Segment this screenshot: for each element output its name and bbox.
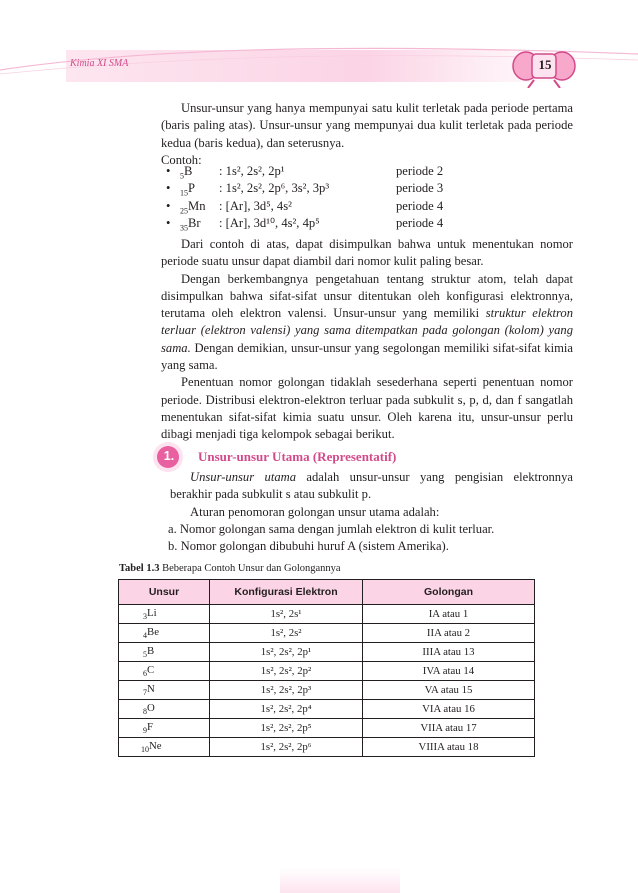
examples-list bbox=[166, 163, 466, 232]
element-symbol: $_{15}$P bbox=[180, 181, 196, 198]
contoh-label: Contoh: bbox=[161, 152, 202, 167]
bullet-icon: • bbox=[166, 198, 171, 213]
cell-konfigurasi: 1s², 2s², 2p² bbox=[210, 662, 363, 681]
cell-unsur: $_9$F bbox=[119, 719, 210, 738]
cell-konfigurasi: 1s², 2s², 2p³ bbox=[210, 681, 363, 700]
element-symbol: $_{35}$Br bbox=[180, 215, 201, 233]
periode: periode 4 bbox=[396, 215, 444, 230]
table-header-row bbox=[119, 580, 535, 605]
paragraph-valensi: Dengan berkembangnya pengetahuan tentang struktur atom, telah dapat disimpulkan bahwa sifat-sifat unsur ditentukan oleh konfigurasi elektronnya, terutama oleh elektron valensi. Unsur-unsur yang memiliki struktur elektron terluar (elektron valensi) yang sama ditempatkan pada golongan (kolom) yang sama. Dengan demikian, unsur-unsur yang segolongan memiliki sifat-sifat kimia yang sama. bbox=[161, 271, 574, 373]
section-heading bbox=[152, 441, 572, 471]
element-symbol: $_5$B bbox=[180, 164, 193, 181]
header-golongan: Golongan bbox=[363, 580, 535, 605]
periode: periode 2 bbox=[396, 164, 444, 178]
electron-config: : [Ar], 3d¹⁰, 4s², 4p⁵ bbox=[219, 215, 320, 230]
rule-b: b. Nomor golongan dibubuhi huruf A (sistem Amerika). bbox=[168, 539, 449, 554]
intro-text: Unsur-unsur yang hanya mempunyai satu kulit terletak pada periode pertama (baris paling atas). Unsur-unsur yang mempunyai dua kulit terletak pada periode kedua (baris kedua), dan seterusnya. bbox=[161, 101, 573, 150]
table-row bbox=[119, 662, 535, 681]
cell-unsur: $_5$B bbox=[119, 643, 210, 662]
table-row bbox=[119, 605, 535, 624]
book-title: Kimia XI SMA bbox=[70, 58, 129, 69]
cell-golongan: VIA atau 16 bbox=[363, 700, 535, 719]
rule-intro: Aturan penomoran golongan unsur utama adalah: bbox=[190, 504, 440, 519]
elements-table bbox=[118, 579, 535, 757]
cell-unsur: $_6$C bbox=[119, 662, 210, 681]
cell-konfigurasi: 1s², 2s², 2p¹ bbox=[210, 643, 363, 662]
bullet-icon: • bbox=[166, 215, 171, 230]
header-konfigurasi: Konfigurasi Elektron bbox=[210, 580, 363, 605]
periode: periode 4 bbox=[396, 198, 444, 213]
intro-paragraph bbox=[161, 100, 573, 169]
cell-golongan: IA atau 1 bbox=[363, 605, 535, 624]
list-item bbox=[166, 198, 466, 215]
table-row bbox=[119, 700, 535, 719]
cell-golongan: VIIIA atau 18 bbox=[363, 738, 535, 757]
cell-konfigurasi: 1s², 2s², 2p⁴ bbox=[210, 700, 363, 719]
cell-unsur: $_7$N bbox=[119, 681, 210, 700]
cell-unsur: $_8$O bbox=[119, 700, 210, 719]
electron-config: : 1s², 2s², 2p⁶, 3s², 3p³ bbox=[219, 181, 330, 196]
table-row bbox=[119, 738, 535, 757]
cell-konfigurasi: 1s², 2s², 2p⁵ bbox=[210, 719, 363, 738]
footer-band bbox=[280, 868, 400, 893]
table-caption: Tabel 1.3 Beberapa Contoh Unsur dan Golongannya bbox=[119, 563, 341, 574]
periode: periode 3 bbox=[396, 181, 444, 196]
electron-config: : 1s², 2s², 2p¹ bbox=[219, 164, 285, 178]
paragraph-periode: Dari contoh di atas, dapat disimpulkan bahwa untuk menentukan nomor periode suatu unsur dapat diambil dari nomor kulit paling besar. bbox=[161, 237, 573, 269]
table-row bbox=[119, 624, 535, 643]
cell-golongan: VIIA atau 17 bbox=[363, 719, 535, 738]
bullet-icon: • bbox=[166, 164, 171, 178]
cell-golongan: IVA atau 14 bbox=[363, 662, 535, 681]
cell-unsur: $_4$Be bbox=[119, 624, 210, 643]
cell-golongan: IIA atau 2 bbox=[363, 624, 535, 643]
list-item bbox=[166, 215, 466, 232]
cell-unsur: $_3$Li bbox=[119, 605, 210, 624]
header-unsur: Unsur bbox=[119, 580, 210, 605]
table-row bbox=[119, 643, 535, 662]
cell-unsur: $_{10}$Ne bbox=[119, 738, 210, 757]
page-number: 15 bbox=[538, 57, 552, 72]
section-body bbox=[170, 469, 573, 555]
list-item bbox=[166, 163, 466, 180]
list-item bbox=[166, 180, 466, 197]
table-row bbox=[119, 681, 535, 700]
paragraph-golongan: Penentuan nomor golongan tidaklah sesederhana seperti penentuan nomor periode. Distribusi elektron-elektron terluar pada subkulit s, p, d, dan f sangatlah menentukan sifat-sifat kimia suatu unsur. Oleh karena itu, unsur-unsur perlu dibagi menjadi tiga kelompok sebagai berikut. bbox=[161, 375, 573, 442]
rule-a: a. Nomor golongan sama dengan jumlah elektron di kulit terluar. bbox=[168, 521, 495, 536]
cell-golongan: VA atau 15 bbox=[363, 681, 535, 700]
element-symbol: $_{25}$Mn bbox=[180, 198, 206, 216]
table-row bbox=[119, 719, 535, 738]
cell-konfigurasi: 1s², 2s², 2p⁶ bbox=[210, 738, 363, 757]
body-paragraphs bbox=[161, 236, 573, 444]
bullet-icon: • bbox=[166, 181, 171, 196]
cell-konfigurasi: 1s², 2s² bbox=[210, 624, 363, 643]
electron-config: : [Ar], 3d⁵, 4s² bbox=[219, 198, 292, 213]
cell-golongan: IIIA atau 13 bbox=[363, 643, 535, 662]
cell-konfigurasi: 1s², 2s¹ bbox=[210, 605, 363, 624]
section-title: Unsur-unsur Utama (Representatif) bbox=[198, 449, 397, 464]
section-number: 1. bbox=[163, 449, 175, 463]
definition-paragraph: Unsur-unsur utama adalah unsur-unsur yang pengisian elektronnya berakhir pada subkulit s atau subkulit p. bbox=[170, 470, 573, 502]
